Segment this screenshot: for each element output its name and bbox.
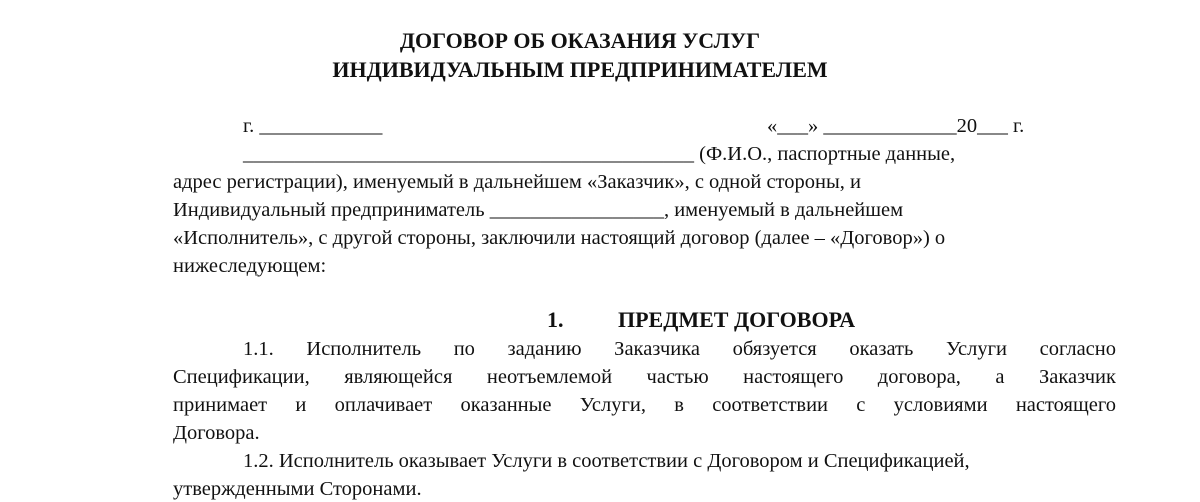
intro-line-1: ____________________________________________ (Ф.И.О., паспортные данные, [243,143,956,165]
intro-line-3: Индивидуальный предприниматель _________________, именуемый в дальнейшем [173,199,904,221]
clause-1-1-line-3: принимает и оплачивает оказанные Услуги, в соответствии с условиями настоящего [173,394,1116,416]
section-number: 1. [547,307,564,332]
date-field: «___» _____________20___ г. [767,115,1025,137]
document-title-line-1: ДОГОВОР ОБ ОКАЗАНИЯ УСЛУГ [399,28,761,53]
intro-line-4: «Исполнитель», с другой стороны, заключили настоящий договор (далее – «Договор») о [173,227,946,249]
city-field: г. ____________ [243,115,383,137]
clause-1-1-line-2: Спецификации, являющейся неотъемлемой частью настоящего договора, а Заказчик [173,366,1116,388]
section-title: ПРЕДМЕТ ДОГОВОРА [618,307,856,332]
clause-1-2-line-2: утвержденными Сторонами. [173,478,422,500]
document-title-line-2: ИНДИВИДУАЛЬНЫМ ПРЕДПРИНИМАТЕЛЕМ [332,57,828,82]
intro-line-2: адрес регистрации), именуемый в дальнейшем «Заказчик», с одной стороны, и [173,171,861,193]
clause-1-1-line-4: Договора. [173,422,260,444]
intro-line-5: нижеследующем: [173,255,327,277]
clause-1-1-line-1: 1.1. Исполнитель по заданию Заказчика обязуется оказать Услуги согласно [243,338,1116,360]
clause-1-2-line-1: 1.2. Исполнитель оказывает Услуги в соответствии с Договором и Спецификацией, [243,450,970,472]
